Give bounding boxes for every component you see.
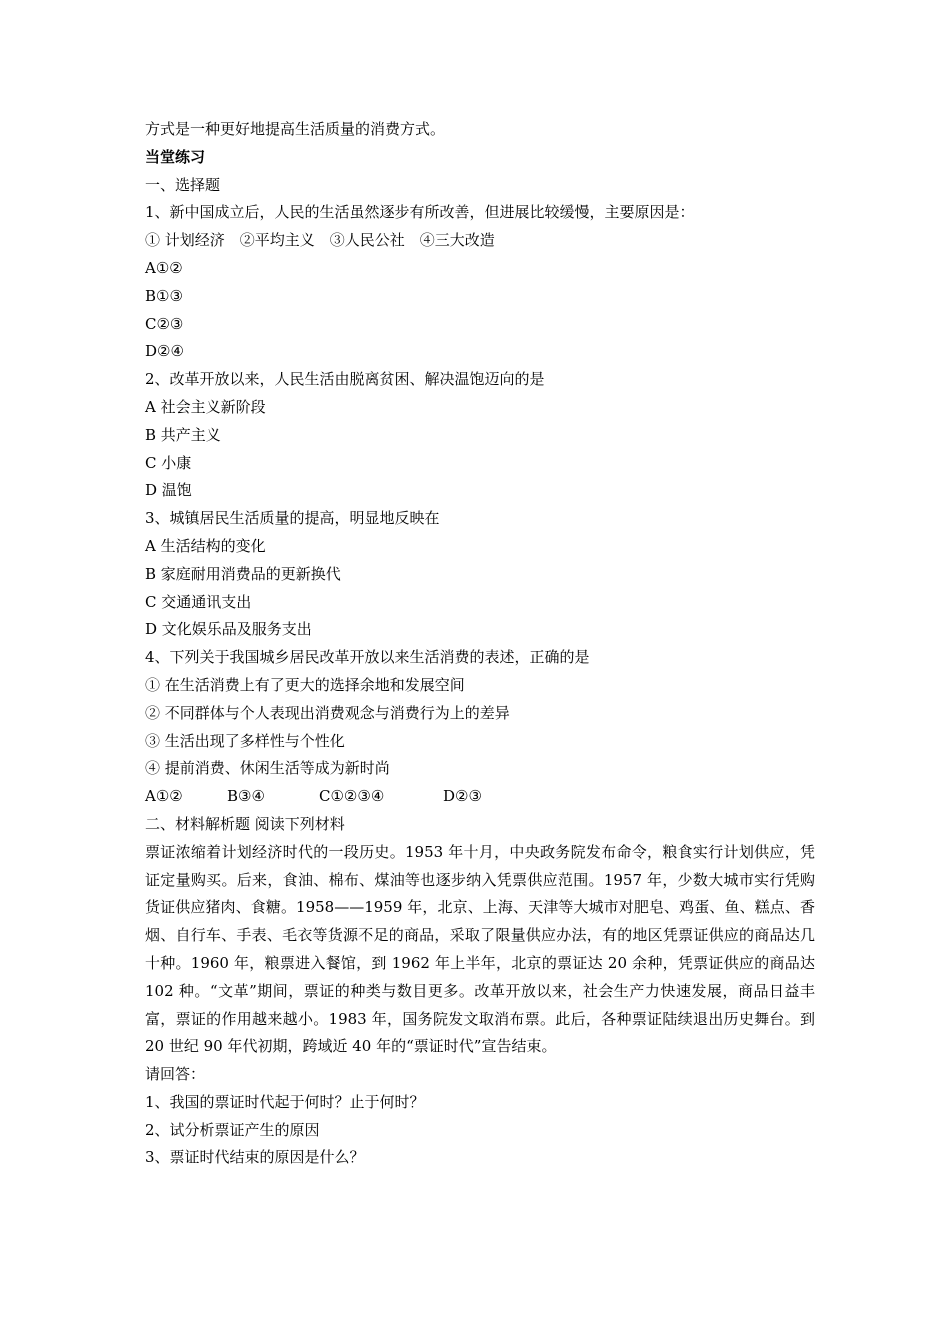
practice-heading: 当堂练习 (145, 147, 206, 166)
q3-option-c: C 交通通讯支出 (145, 592, 252, 611)
q4-option-b: B③④ (227, 787, 265, 806)
q2-option-c: C 小康 (145, 453, 192, 472)
q3-option-a: A 生活结构的变化 (145, 536, 266, 555)
q4-options-row (145, 783, 815, 811)
answer-prompt: 请回答： (145, 1065, 206, 1084)
q2-option-d: D 温饱 (145, 481, 192, 500)
q2-option-a: A 社会主义新阶段 (145, 397, 266, 416)
q4-item-3: ③ 生活出现了多样性与个性化 (145, 731, 345, 750)
material-paragraph: 票证浓缩着计划经济时代的一段历史。1953 年十月，中央政务院发布命令，粮食实行计划供应，凭证定量购买。后来，食油、棉布、煤油等也逐步纳入凭票供应范围。1957 年，少数大城市实行凭购货证供应猪肉、食糖。1958——1959 年，北京、上海、天津等大城市对肥皂、鸡蛋、鱼、糕点、香烟、自行车、手表、毛衣等货源不足的商品，采取了限量供应办法，有的地区凭票证供应的商品达几十种。1960 年，粮票进入餐馆，到 1962 年上半年，北京的票证达 20 余种，凭票证供应的商品达 102 种。“文革”期间，票证的种类与数目更多。改革开放以来，社会生产力快速发展，商品日益丰富，票证的作用越来越小。1983 年，国务院发文取消布票。此后，各种票证陆续退出历史舞台。到 20 世纪 90 年代初期，跨域近 40 年的“票证时代”宣告结束。 (145, 842, 815, 1056)
q4-item-4: ④ 提前消费、休闲生活等成为新时尚 (145, 759, 390, 778)
q2-option-b: B 共产主义 (145, 425, 221, 444)
q1-option-a: A①② (145, 258, 183, 277)
q4-option-a: A①② (145, 787, 183, 806)
document-page (145, 116, 815, 1172)
q3-option-d: D 文化娱乐品及服务支出 (145, 620, 312, 639)
intro-text: 方式是一种更好地提高生活质量的消费方式。 (145, 120, 446, 138)
s2-question-1: 1、我国的票证时代起于何时？止于何时？ (145, 1092, 425, 1111)
s2-question-3: 3、票证时代结束的原因是什么？ (145, 1148, 365, 1167)
q1-option-c: C②③ (145, 314, 184, 333)
q1-option-d: D②④ (145, 342, 184, 361)
q3-stem: 3、城镇居民生活质量的提高，明显地反映在 (145, 509, 440, 528)
q1-items: ① 计划经济 ②平均主义 ③人民公社 ④三大改造 (145, 231, 495, 250)
q4-option-c: C①②③④ (319, 787, 385, 806)
q1-stem: 1、新中国成立后，人民的生活虽然逐步有所改善，但进展比较缓慢，主要原因是： (145, 203, 695, 222)
section2-heading: 二、材料解析题 阅读下列材料 (145, 814, 345, 833)
q4-option-d: D②③ (443, 787, 482, 806)
q1-option-b: B①③ (145, 286, 183, 305)
section1-heading: 一、选择题 (145, 175, 221, 194)
q4-item-1: ① 在生活消费上有了更大的选择余地和发展空间 (145, 675, 465, 694)
q4-stem: 4、下列关于我国城乡居民改革开放以来生活消费的表述，正确的是 (145, 648, 590, 667)
q3-option-b: B 家庭耐用消费品的更新换代 (145, 564, 341, 583)
s2-question-2: 2、试分析票证产生的原因 (145, 1120, 320, 1139)
q4-item-2: ② 不同群体与个人表现出消费观念与消费行为上的差异 (145, 703, 510, 722)
q2-stem: 2、改革开放以来，人民生活由脱离贫困、解决温饱迈向的是 (145, 370, 545, 389)
